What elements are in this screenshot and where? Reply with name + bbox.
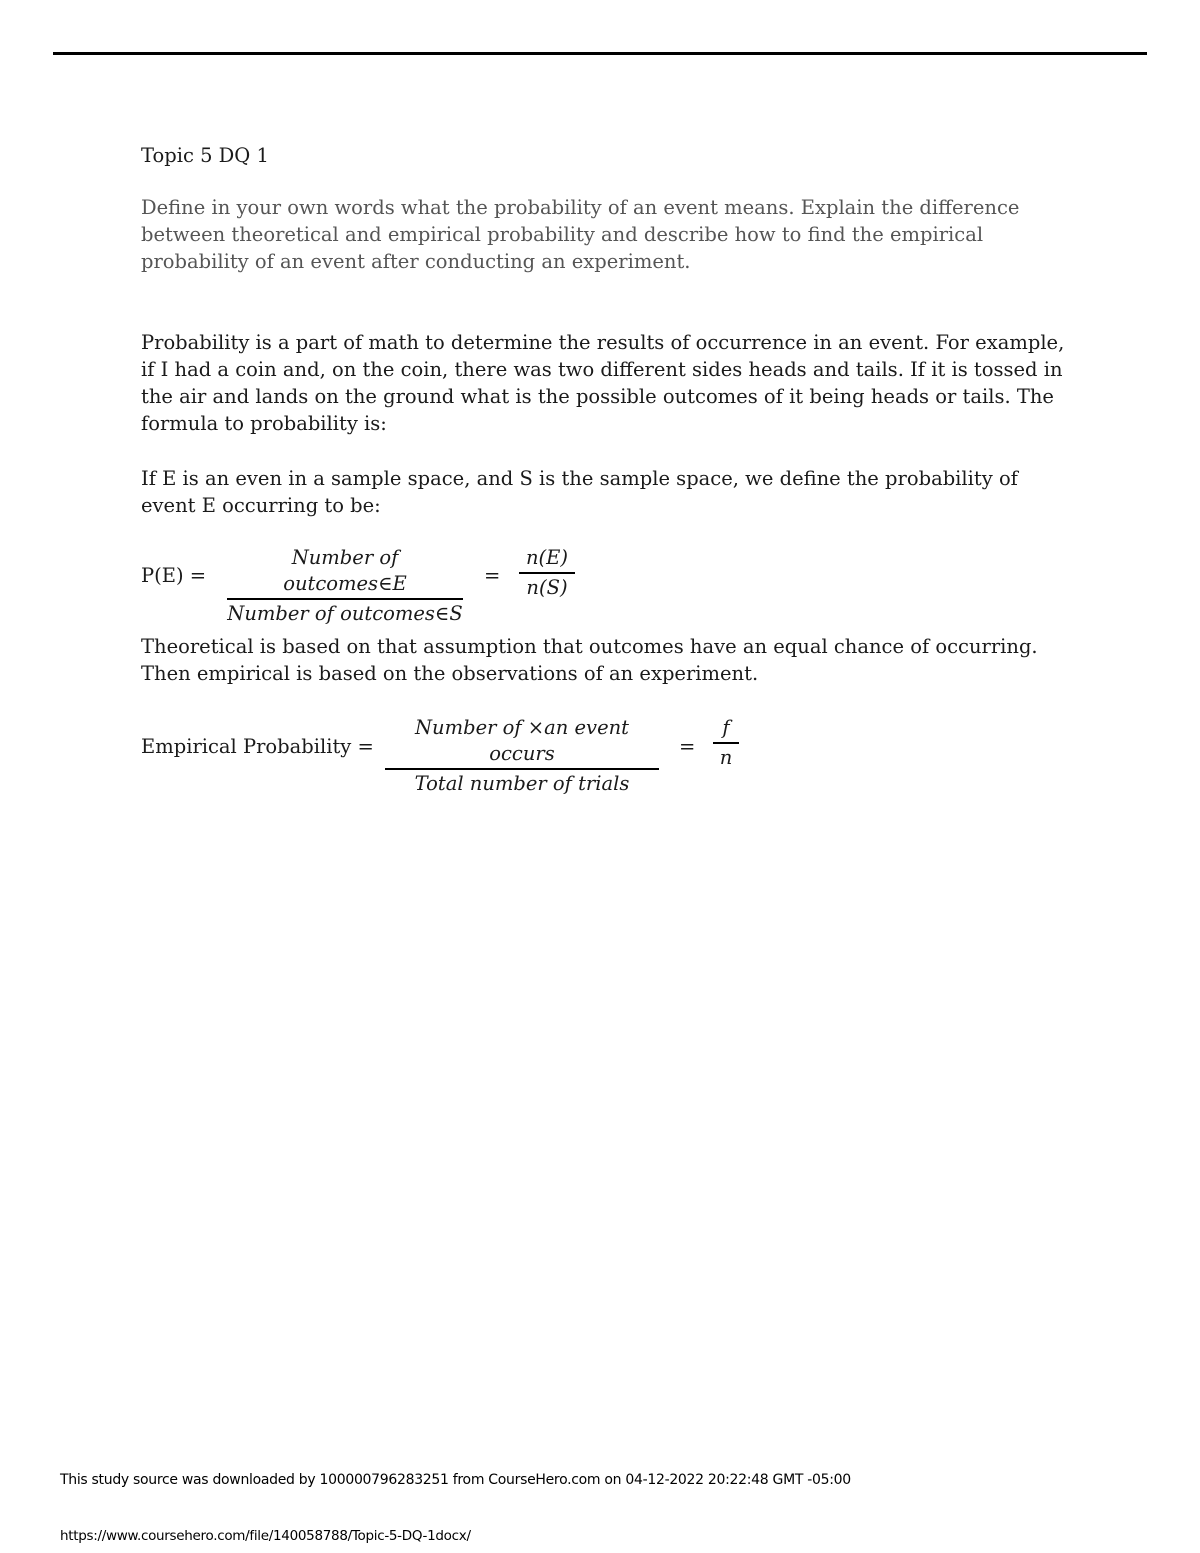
empirical-formula: [141, 715, 1071, 795]
formula-rhs-denominator: n(S): [526, 576, 568, 599]
empirical-rhs-numerator: f: [713, 715, 739, 744]
document-body: [141, 142, 1071, 795]
top-rule: [53, 52, 1147, 55]
formula-fraction-main: [227, 545, 463, 627]
formula-fraction-rhs: [519, 545, 575, 601]
empirical-equals: =: [679, 735, 696, 758]
formula-rhs-numerator: n(E): [519, 545, 575, 574]
discussion-prompt: Define in your own words what the probability of an event means. Explain the difference between theoretical and empirical probability and describe how to find the empirical probability of an event after conducting an experiment.: [141, 196, 1020, 273]
probability-formula: [141, 545, 1071, 625]
empirical-fraction-rhs: [713, 715, 739, 771]
answer-paragraph-3: Theoretical is based on that assumption that outcomes have an equal chance of occurring. Then empirical is based on the observations of an experiment.: [141, 635, 1038, 685]
empirical-rhs-denominator: n: [719, 746, 733, 769]
empirical-formula-lhs: Empirical Probability =: [141, 735, 374, 758]
empirical-numerator: Number of ×an event occurs: [385, 715, 659, 770]
formula-lhs: P(E) =: [141, 564, 207, 587]
source-url-link[interactable]: https://www.coursehero.com/file/140058788/Topic-5-DQ-1docx/: [60, 1528, 471, 1544]
empirical-denominator: Total number of trials: [414, 772, 630, 795]
answer-paragraph-1: Probability is a part of math to determine the results of occurrence in an event. For example, if I had a coin and, on the coin, there was two different sides heads and tails. If it is tossed in the air and lands on the ground what is the possible outcomes of it being heads or tails. The formula to probability is:: [141, 331, 1065, 435]
answer-paragraph-2: If E is an even in a sample space, and S is the sample space, we define the probability of event E occurring to be:: [141, 467, 1018, 517]
download-notice: This study source was downloaded by 100000796283251 from CourseHero.com on 04-12-2022 20:22:48 GMT -05:00: [60, 1472, 851, 1488]
empirical-fraction-main: [385, 715, 659, 797]
formula-numerator: Number of outcomes∈E: [227, 545, 463, 600]
formula-equals: =: [484, 564, 501, 587]
document-title: Topic 5 DQ 1: [141, 144, 269, 167]
formula-denominator: Number of outcomes∈S: [227, 602, 463, 625]
